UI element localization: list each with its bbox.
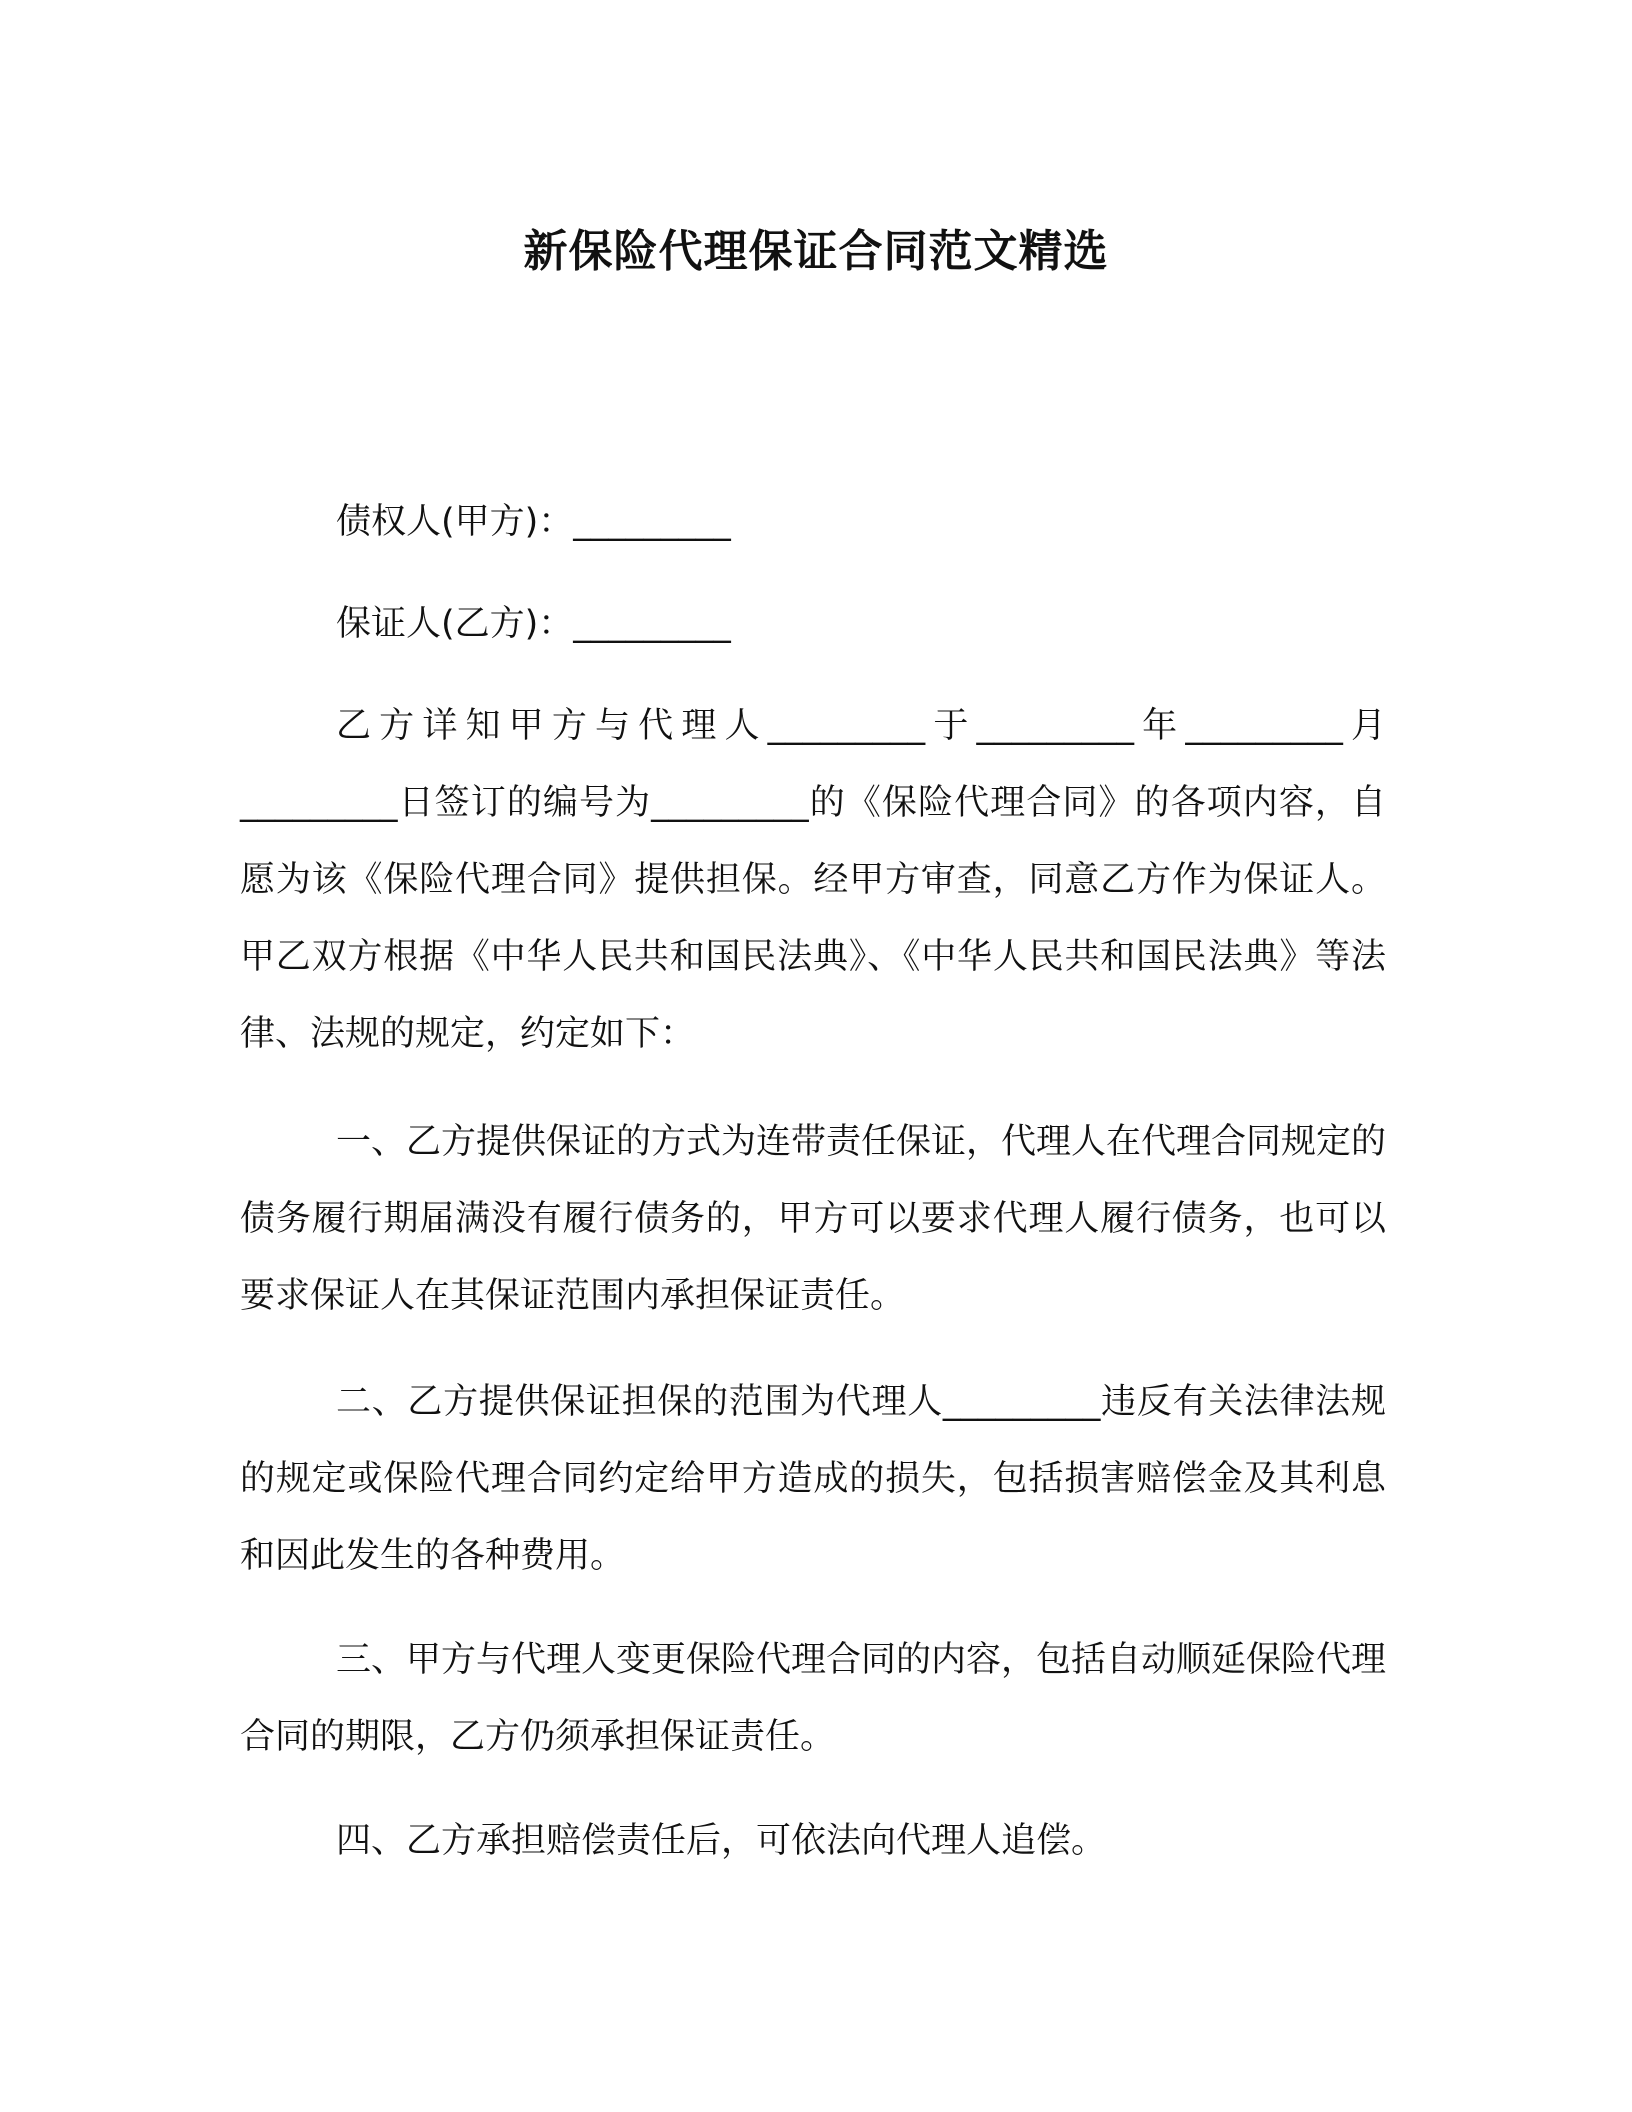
clause-2-block bbox=[240, 1364, 1386, 1595]
clause-3-block bbox=[240, 1622, 1386, 1776]
clause-4-block bbox=[240, 1803, 1386, 1880]
document-title: 新保险代理保证合同范文精选 bbox=[523, 226, 1109, 277]
clause-4: 四、乙方承担赔偿责任后，可依法向代理人追偿。 bbox=[336, 1821, 1107, 1861]
clause-1-block bbox=[240, 1104, 1386, 1335]
creditor-line: 债权人(甲方)：_________ bbox=[336, 502, 731, 542]
guarantor-line: 保证人(乙方)：_________ bbox=[336, 604, 731, 644]
clause-2: 二、乙方提供保证担保的范围为代理人_________违反有关法律法规的规定或保险代理合同约定给甲方造成的损失，包括损害赔偿金及其利息和因此发生的各种费用。 bbox=[240, 1382, 1386, 1576]
clause-1: 一、乙方提供保证的方式为连带责任保证，代理人在代理合同规定的债务履行期届满没有履行债务的，甲方可以要求代理人履行债务，也可以要求保证人在其保证范围内承担保证责任。 bbox=[240, 1122, 1387, 1316]
clause-3: 三、甲方与代理人变更保险代理合同的内容，包括自动顺延保险代理合同的期限，乙方仍须承担保证责任。 bbox=[240, 1640, 1387, 1757]
intro-paragraph: 乙方详知甲方与代理人_________于_________年_________月_________日签订的编号为_________的《保险代理合同》的各项内容，自愿为该《保险代理合同》提供担保。经甲方审查，同意乙方作为保证人。甲乙双方根据《中华人民共和国民法典》、《中华人民共和国民法典》等法律、法规的规定，约定如下： bbox=[240, 706, 1386, 1054]
intro-paragraph-block bbox=[240, 688, 1386, 1073]
